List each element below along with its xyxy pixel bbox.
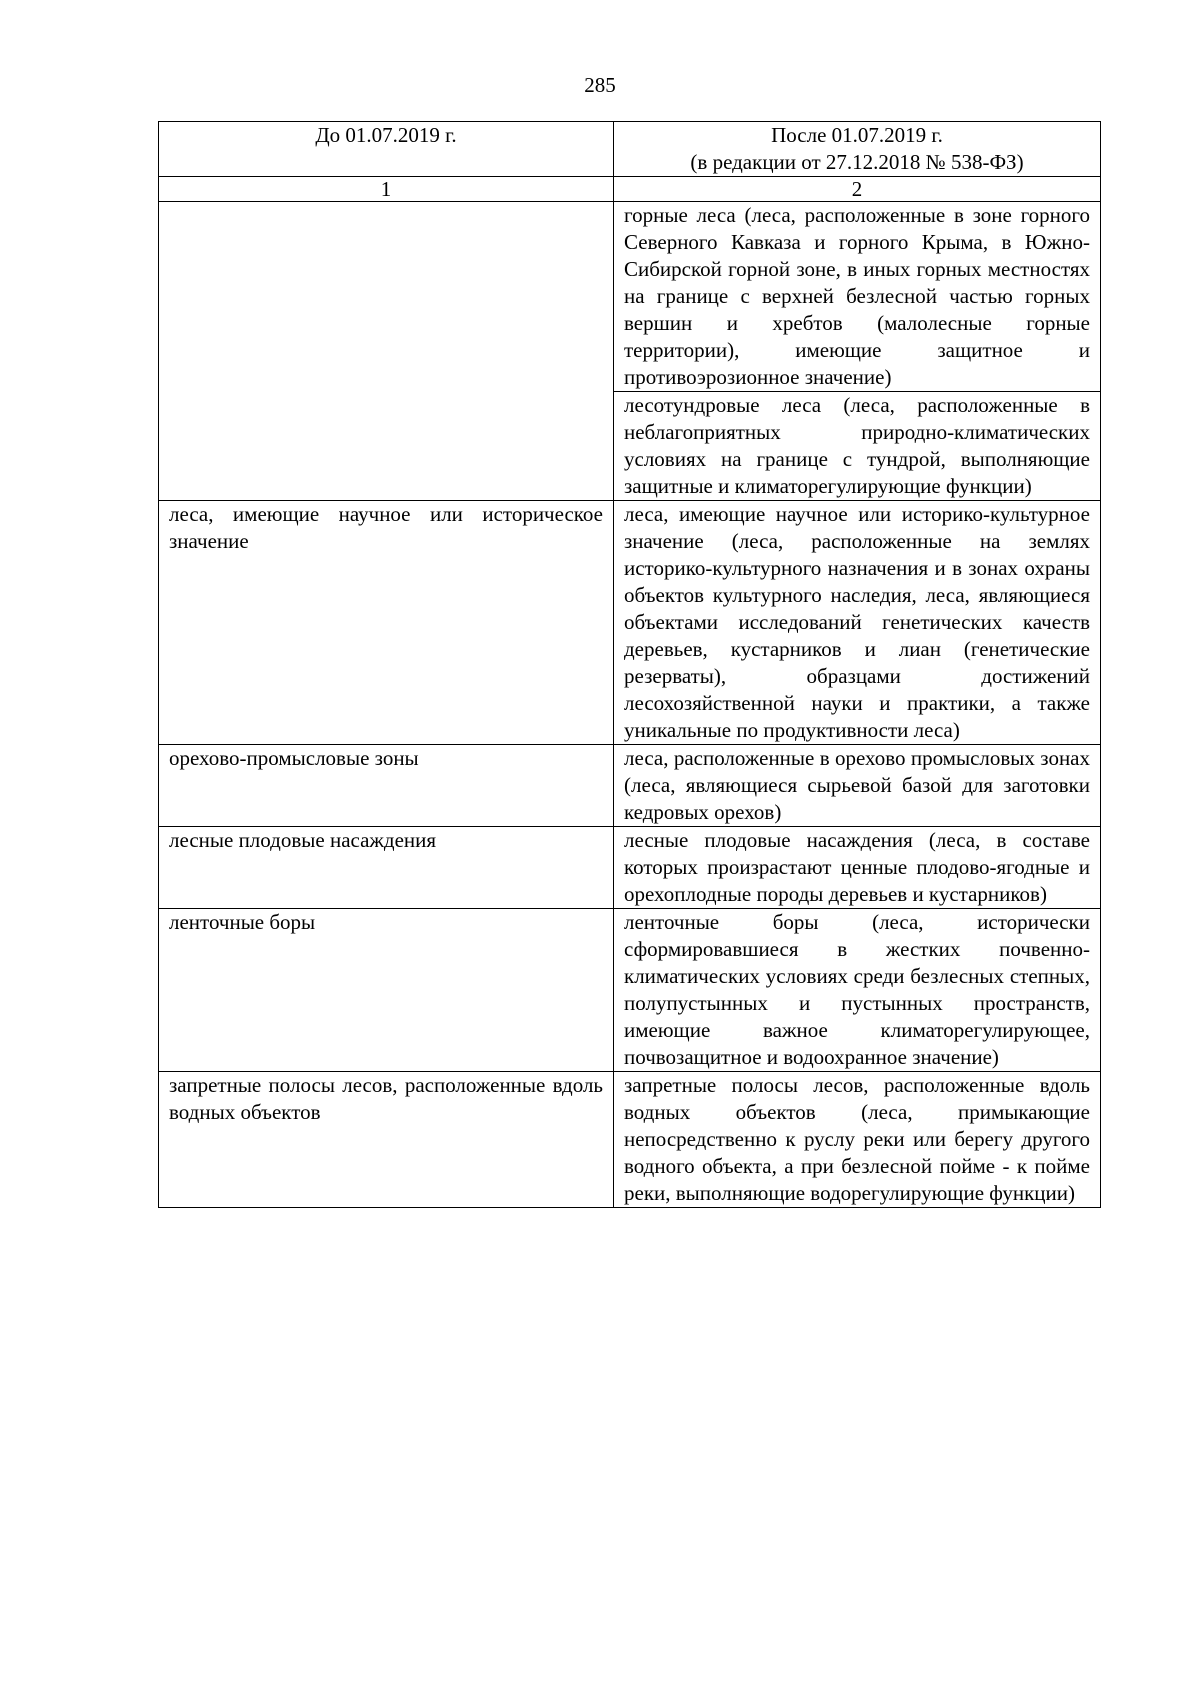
row-3-before: леса, имеющие научное или историческое значение	[159, 501, 614, 745]
table-row	[159, 202, 1101, 392]
table-row	[159, 501, 1101, 745]
comparison-table	[158, 121, 1101, 1208]
column-number-row	[159, 177, 1101, 202]
table-header-row	[159, 122, 1101, 177]
table-row	[159, 1072, 1101, 1208]
table-row	[159, 827, 1101, 909]
header-before	[159, 122, 614, 177]
column-number-1: 1	[159, 177, 614, 202]
row-4-before: орехово-промысловые зоны	[159, 745, 614, 827]
header-after	[614, 122, 1101, 177]
row-1-before	[159, 202, 614, 501]
header-before-label: До 01.07.2019 г.	[315, 123, 457, 147]
header-after-line1: После 01.07.2019 г.	[771, 123, 943, 147]
header-after-line2: (в редакции от 27.12.2018 № 538-ФЗ)	[690, 150, 1024, 174]
row-7-after: запретные полосы лесов, расположенные вдоль водных объектов (леса, примыкающие непосредственно к руслу реки или берегу другого водного объекта, а при безлесной пойме - к пойме реки, выполняющие водорегулирующие функции)	[614, 1072, 1101, 1208]
row-6-after: ленточные боры (леса, исторически сформировавшиеся в жестких почвенно-климатических условиях среди безлесных степных, полупустынных и пустынных пространств, имеющие важное климаторегулирующее, почвозащитное и водоохранное значение)	[614, 909, 1101, 1072]
row-1-after: горные леса (леса, расположенные в зоне горного Северного Кавказа и горного Крыма, в Южно-Сибирской горной зоне, в иных горных местностях на границе с верхней безлесной частью горных вершин и хребтов (малолесные горные территории), имеющие защитное и противоэрозионное значение)	[614, 202, 1101, 392]
page-number: 285	[584, 73, 616, 97]
row-6-before: ленточные боры	[159, 909, 614, 1072]
row-3-after: леса, имеющие научное или историко-культурное значение (леса, расположенные на землях историко-культурного назначения и в зонах охраны объектов культурного наследия, леса, являющиеся объектами исследований генетических качеств деревьев, кустарников и лиан (генетические резерваты), образцами достижений лесохозяйственной науки и практики, а также уникальные по продуктивности леса)	[614, 501, 1101, 745]
table-row	[159, 745, 1101, 827]
table-row	[159, 909, 1101, 1072]
row-5-before: лесные плодовые насаждения	[159, 827, 614, 909]
row-4-after: леса, расположенные в орехово промысловых зонах (леса, являющиеся сырьевой базой для заготовки кедровых орехов)	[614, 745, 1101, 827]
column-number-2: 2	[614, 177, 1101, 202]
row-2-after: лесотундровые леса (леса, расположенные в неблагоприятных природно-климатических условиях на границе с тундрой, выполняющие защитные и климаторегулирующие функции)	[614, 392, 1101, 501]
row-7-before: запретные полосы лесов, расположенные вдоль водных объектов	[159, 1072, 614, 1208]
row-5-after: лесные плодовые насаждения (леса, в составе которых произрастают ценные плодово-ягодные и орехоплодные породы деревьев и кустарников)	[614, 827, 1101, 909]
